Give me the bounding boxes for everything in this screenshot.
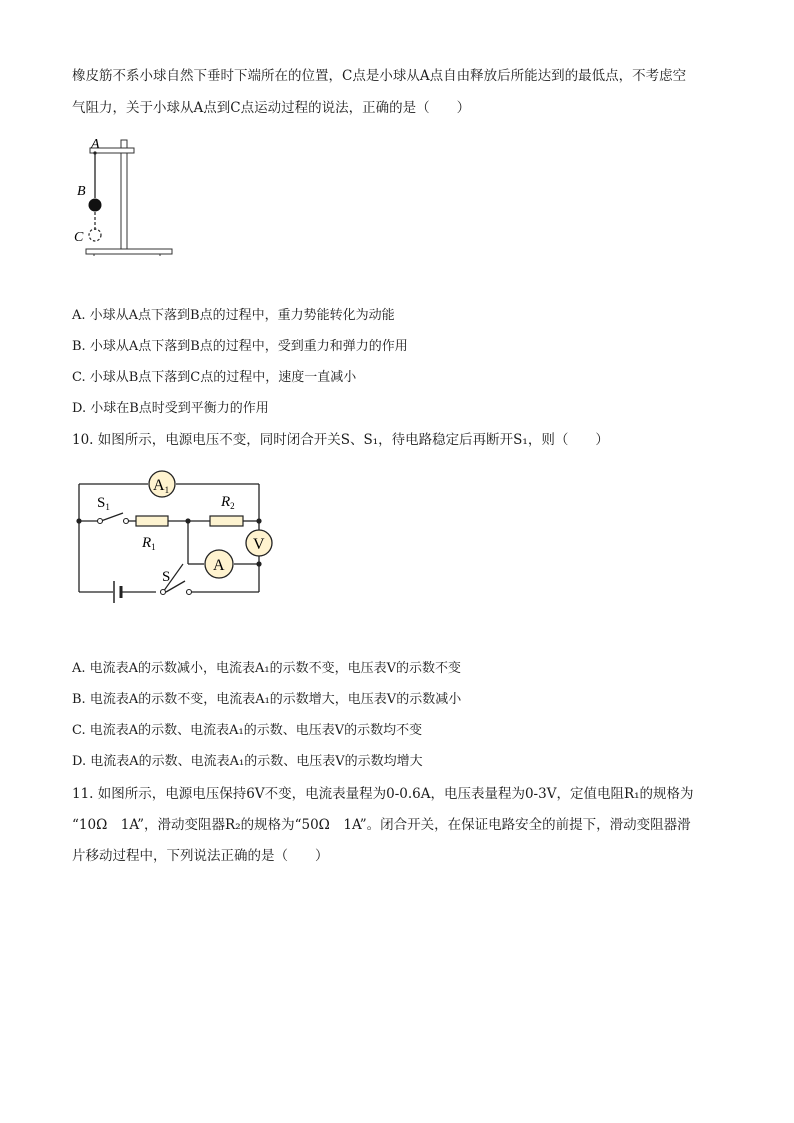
q10-r1-label: $R_1$	[142, 535, 156, 552]
q10-switch-s1-label: $S_1$	[97, 495, 110, 512]
q11-stem-line-3: 片移动过程中，下列说法正确的是（ ）	[72, 848, 329, 864]
q9-option-c: C. 小球从B点下落到C点的过程中，速度一直减小	[72, 370, 357, 385]
q9-stem-line-1: 橡皮筋不系小球自然下垂时下端所在的位置，C点是小球从A点自由释放后所能达到的最低点，不考虑空	[72, 68, 687, 84]
q10-option-c: C. 电流表A的示数、电流表A₁的示数、电压表V的示数均不变	[72, 723, 423, 738]
q10-circuit-diagram	[70, 466, 280, 612]
q11-stem-line-1: 11. 如图所示，电源电压保持6V不变，电流表量程为0-0.6A，电压表量程为0-3V，定值电阻R₁的规格为	[72, 786, 694, 802]
q10-ammeter-a-label: A	[213, 557, 225, 574]
q9-label-c: C	[74, 230, 84, 245]
q10-option-b: B. 电流表A的示数不变，电流表A₁的示数增大，电压表V的示数减小	[72, 692, 462, 707]
q9-stem-line-2: 气阻力，关于小球从A点到C点运动过程的说法，正确的是（ ）	[72, 100, 471, 116]
q9-option-d: D. 小球在B点时受到平衡力的作用	[72, 401, 269, 416]
q10-r2-label: $R_2$	[221, 494, 235, 511]
q10-stem: 10. 如图所示，电源电压不变，同时闭合开关S、S₁，待电路稳定后再断开S₁，则（ ）	[72, 432, 609, 448]
q10-ammeter-a1-label: A1	[153, 477, 170, 495]
q10-voltmeter-label: V	[253, 536, 265, 553]
q9-option-b: B. 小球从A点下落到B点的过程中，受到重力和弹力的作用	[72, 339, 408, 354]
q10-switch-s-label: S	[162, 569, 171, 585]
q9-label-a: A	[91, 137, 100, 152]
q10-option-a: A. 电流表A的示数减小，电流表A₁的示数不变，电压表V的示数不变	[72, 661, 462, 676]
q9-figure-stand	[70, 134, 180, 260]
q9-label-b: B	[77, 184, 86, 199]
q11-stem-line-2: “10Ω 1A”，滑动变阻器R₂的规格为“50Ω 1A”。闭合开关，在保证电路安全的前提下，滑动变阻器滑	[72, 817, 691, 833]
q10-option-d: D. 电流表A的示数、电流表A₁的示数、电压表V的示数均增大	[72, 754, 423, 769]
q9-option-a: A. 小球从A点下落到B点的过程中，重力势能转化为动能	[72, 308, 395, 323]
